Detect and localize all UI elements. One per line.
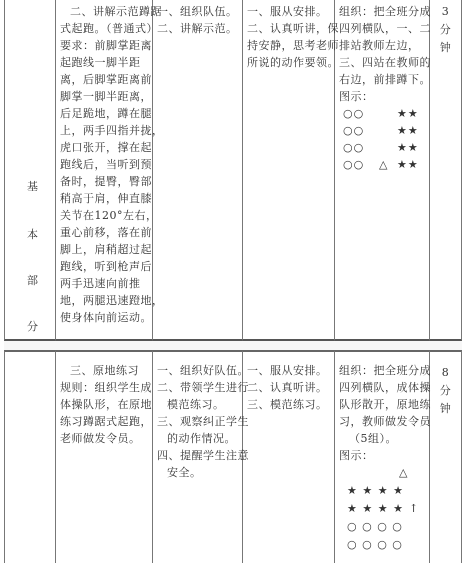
content-line: 虎口张开，撑在起 — [60, 141, 152, 154]
teacher-line: 的动作情况。 — [167, 432, 236, 445]
student-line: 一、服从安排。 — [247, 364, 328, 377]
teacher-line: 一、组织好队伍。 — [157, 364, 249, 377]
star-pair: ★★ — [397, 124, 419, 137]
content-line: 脚掌一脚半距离， — [60, 90, 152, 103]
student-line: 二、认真听讲。 — [247, 381, 328, 394]
teacher-triangle: △ — [399, 466, 409, 479]
content-line: 稍高于肩，伸直膝 — [60, 192, 152, 205]
content-line: 重心前移，落在前 — [60, 226, 152, 239]
star-pair: ★★ — [397, 141, 419, 154]
content-line: 离，后脚掌距离前 — [60, 73, 152, 86]
teacher-line: 三、观察纠正学生 — [157, 415, 249, 428]
content-line: 式起跑。（普通式） — [60, 22, 158, 35]
arrow-up-icon: ↑ — [409, 502, 420, 515]
teacher-triangle: △ — [379, 158, 389, 171]
teacher-line: 模范练习。 — [167, 398, 225, 411]
organization-line: 组织：把全班分成 — [339, 5, 431, 18]
content-line: 上，两手四指并拢， — [60, 124, 164, 137]
star-row: ★ ★ ★ ★ — [347, 502, 404, 515]
formation-diagram — [339, 105, 425, 173]
duration-line: 3 — [441, 5, 450, 18]
content-line: 跑线，听到枪声后 — [60, 260, 152, 273]
teacher-line: 二、带领学生进行 — [157, 381, 249, 394]
star-pair: ★★ — [397, 107, 419, 120]
section-label-char: 基 — [27, 180, 38, 193]
content-line: 要求：前脚掌距离 — [60, 39, 152, 52]
section-cell — [4, 0, 56, 341]
organization-cell — [335, 350, 430, 563]
circle-row: ○ ○ ○ ○ — [347, 538, 403, 551]
duration-cell — [430, 350, 462, 563]
circle-pair: ○○ — [343, 141, 365, 154]
organization-line: 队形散开，原地练 — [339, 398, 431, 411]
content-line: 关节在120°左右， — [60, 209, 158, 222]
circle-pair: ○○ — [343, 124, 365, 137]
content-line: 备时，提臀，臀部 — [60, 175, 152, 188]
teacher-line: 四、提醒学生注意 — [157, 449, 249, 462]
student-line: 三、模范练习。 — [247, 398, 328, 411]
duration-line: 分 — [439, 23, 452, 36]
organization-cell — [335, 0, 430, 341]
content-line: 老师做发令员。 — [60, 432, 141, 445]
student-activity-cell — [243, 0, 339, 341]
student-line: 持安静，思考老师 — [247, 39, 339, 52]
student-line: 二、认真听讲，保 — [247, 22, 339, 35]
content-line: 练习蹲踞式起跑， — [60, 415, 152, 428]
star-pair: ★★ — [397, 158, 419, 171]
row-separator — [4, 341, 462, 350]
content-line: 地，两腿迅速蹬地， — [60, 294, 164, 307]
diagram-label: 图示： — [339, 449, 374, 462]
section-label-char: 本 — [27, 228, 38, 241]
content-line: 起跑线一脚半距 — [60, 56, 141, 69]
duration-line: 钟 — [439, 41, 452, 54]
circle-row: ○ ○ ○ ○ — [347, 520, 403, 533]
organization-line: 习，教师做发令员 — [339, 415, 431, 428]
table-row — [4, 0, 462, 341]
organization-line: （5组）。 — [349, 432, 397, 445]
duration-line: 8 — [441, 366, 450, 379]
teacher-activity-cell — [153, 0, 243, 341]
circle-pair: ○○ — [343, 107, 365, 120]
content-line: 二、讲解示范蹲踞 — [70, 5, 162, 18]
student-activity-cell — [243, 350, 335, 563]
content-line: 两手迅速向前推 — [60, 277, 141, 290]
section-cell — [4, 350, 56, 563]
content-line: 跑线后，当听到预 — [60, 158, 152, 171]
teacher-line: 安全。 — [167, 466, 202, 479]
student-line: 所说的动作要领。 — [247, 56, 339, 69]
section-label-char: 分 — [27, 320, 38, 333]
duration-line: 钟 — [439, 402, 452, 415]
duration-line: 分 — [439, 384, 452, 397]
table-row — [4, 350, 462, 563]
content-line: 脚上，肩稍超过起 — [60, 243, 152, 256]
content-line: 三、原地练习 — [70, 364, 139, 377]
content-cell — [56, 0, 164, 341]
content-line: 规则：组织学生成 — [60, 381, 152, 394]
student-line: 一、服从安排。 — [247, 5, 328, 18]
diagram-label: 图示： — [339, 90, 374, 103]
organization-line: 四列横队，成体操 — [339, 381, 431, 394]
teacher-activity-cell — [153, 350, 249, 563]
teacher-line: 一、组织队伍。 — [157, 5, 238, 18]
teacher-line: 二、讲解示范。 — [157, 22, 238, 35]
organization-line: 右边，前排蹲下。 — [339, 73, 431, 86]
circle-pair: ○○ — [343, 158, 365, 171]
organization-line: 四列横队，一、二 — [339, 22, 431, 35]
content-line: 后足跪地，蹲在腿 — [60, 107, 152, 120]
content-line: 体操队形，在原地 — [60, 398, 152, 411]
section-label-char: 部 — [27, 274, 38, 287]
formation-diagram — [339, 464, 425, 551]
organization-line: 组织：把全班分成 — [339, 364, 431, 377]
star-row: ★ ★ ★ ★ — [347, 484, 404, 497]
organization-line: 排站教师左边， — [339, 39, 420, 52]
content-line: 使身体向前运动。 — [60, 311, 152, 324]
duration-cell — [430, 0, 462, 341]
content-cell — [56, 350, 153, 563]
organization-line: 三、四站在教师的 — [339, 56, 431, 69]
